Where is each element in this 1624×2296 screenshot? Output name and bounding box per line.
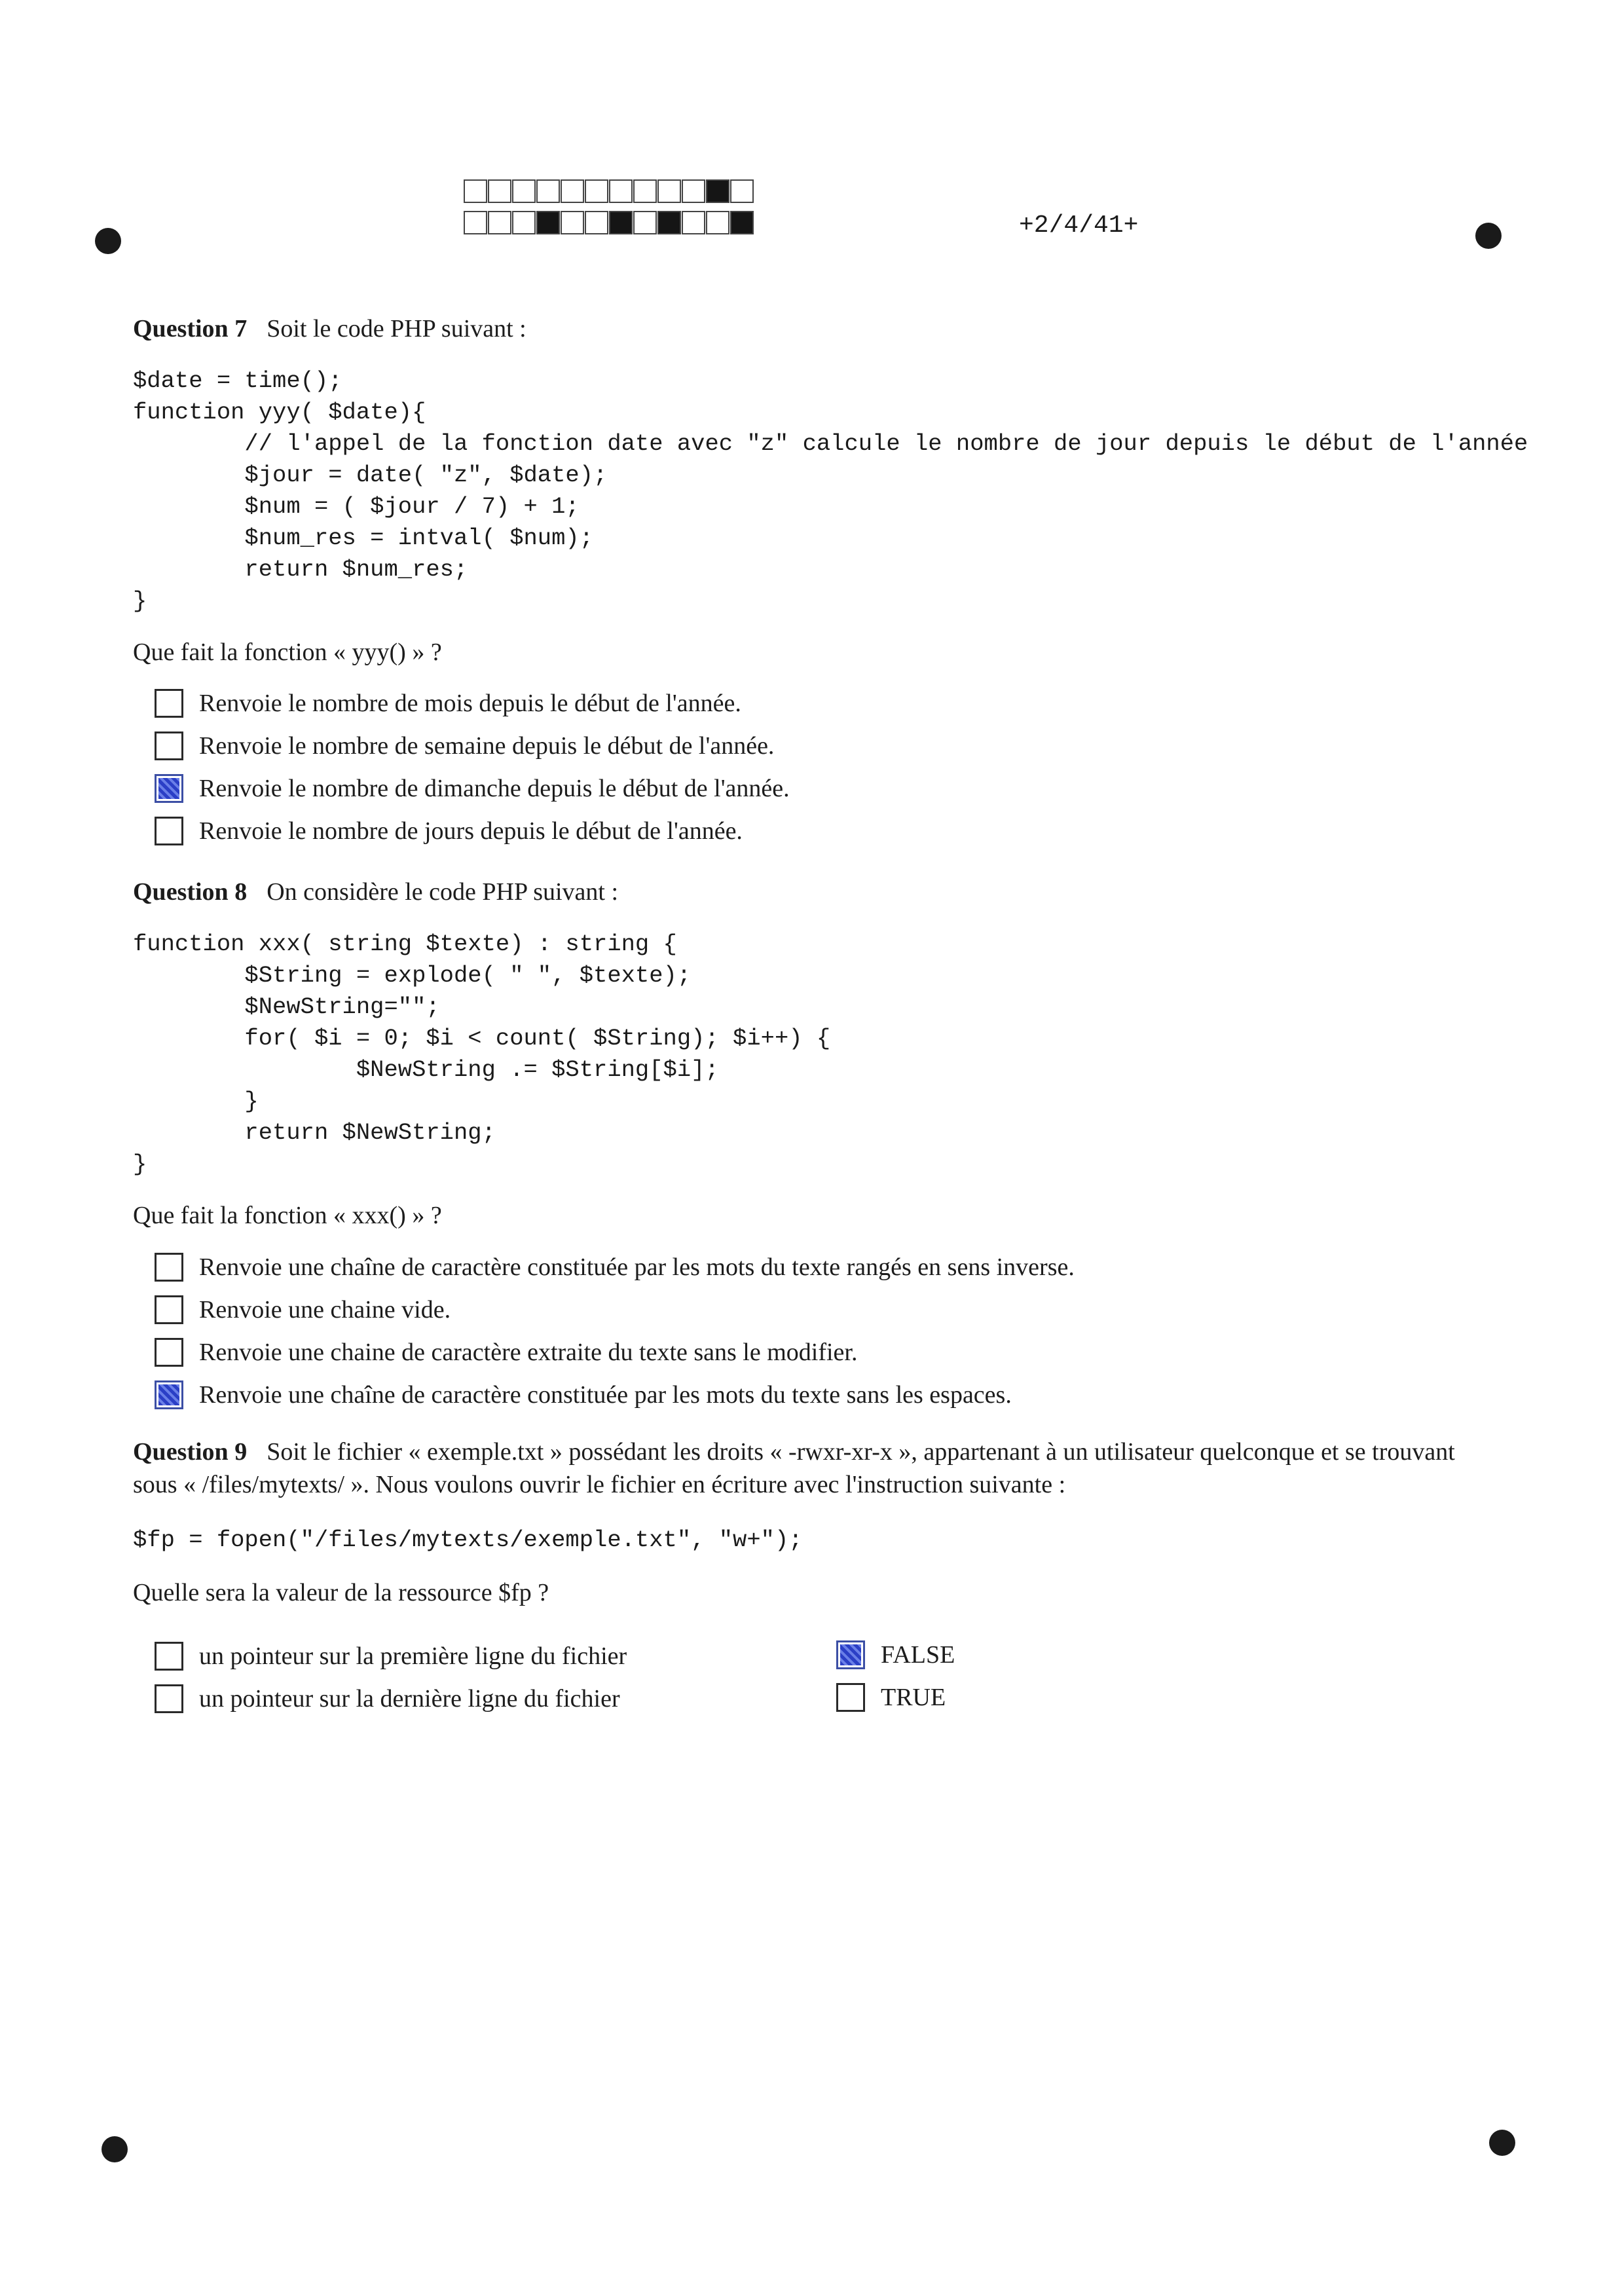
question-label: Question 8 — [133, 878, 248, 906]
question-7-question: Que fait la fonction « yyy() » ? — [133, 639, 442, 666]
answer-option[interactable] — [155, 724, 790, 767]
question-prompt: Soit le fichier « exemple.txt » possédant les droits « -rwxr-xr-x », appartenant à un utilisateur quelconque et se trouvant sous « /files/mytexts/ ». Nous voulons ouvrir le fichier en écriture avec l'instruction suivante : — [133, 1438, 1455, 1498]
barcode-cell — [682, 211, 705, 234]
barcode-cell — [633, 179, 657, 203]
answer-option-label: Renvoie une chaîne de caractère constituée par les mots du texte rangés en sens inverse. — [199, 1253, 1075, 1281]
answer-option-label: Renvoie le nombre de mois depuis le début de l'année. — [199, 689, 741, 717]
page-id: +2/4/41+ — [1019, 212, 1139, 240]
question-9-options-left — [155, 1635, 627, 1720]
barcode-cell — [657, 179, 681, 203]
question-8-code: function xxx( string $texte) : string { $String = explode( " ", $texte); $NewString=""; for( $i = 0; $i < count( $String); $i++) { $NewString .= $String[$i]; } return $NewString; } — [133, 931, 831, 1177]
question-8-heading — [133, 875, 618, 909]
checkbox[interactable] — [155, 817, 183, 845]
answer-option-label: FALSE — [881, 1640, 955, 1669]
answer-option-label: TRUE — [881, 1683, 946, 1711]
checkbox[interactable] — [155, 1642, 183, 1671]
answer-option[interactable] — [155, 809, 790, 852]
checkbox[interactable] — [155, 731, 183, 760]
barcode-cell — [730, 211, 754, 234]
barcode-cell — [536, 211, 560, 234]
answer-option[interactable] — [155, 1246, 1075, 1288]
question-9-heading — [133, 1435, 1482, 1501]
barcode-cell — [464, 179, 487, 203]
question-8-question: Que fait la fonction « xxx() » ? — [133, 1202, 442, 1229]
barcode-cell — [706, 179, 729, 203]
answer-option[interactable] — [155, 1288, 1075, 1331]
barcode-cell — [536, 179, 560, 203]
registration-mark-bottom-right — [1489, 2130, 1515, 2156]
answer-option[interactable] — [155, 1331, 1075, 1373]
answer-option-label: Renvoie le nombre de semaine depuis le début de l'année. — [199, 731, 775, 760]
answer-option-label: Renvoie une chaîne de caractère constituée par les mots du texte sans les espaces. — [199, 1380, 1012, 1409]
answer-option-label: Renvoie une chaine vide. — [199, 1295, 451, 1324]
checkbox[interactable] — [155, 689, 183, 718]
barcode-cell — [585, 211, 608, 234]
answer-option[interactable] — [155, 682, 790, 724]
answer-option[interactable] — [155, 1677, 627, 1720]
page-barcode-bottom — [464, 211, 754, 237]
checkbox-checked[interactable] — [155, 774, 183, 803]
answer-option[interactable] — [155, 1373, 1075, 1416]
question-9-options-right — [836, 1633, 955, 1718]
registration-mark-bottom-left — [101, 2136, 128, 2162]
checkbox[interactable] — [155, 1295, 183, 1324]
barcode-cell — [657, 211, 681, 234]
checkbox[interactable] — [155, 1338, 183, 1367]
answer-option-label: un pointeur sur la première ligne du fichier — [199, 1642, 627, 1670]
barcode-cell — [609, 179, 633, 203]
question-prompt: On considère le code PHP suivant : — [267, 878, 619, 906]
answer-option-label: Renvoie une chaine de caractère extraite du texte sans le modifier. — [199, 1338, 858, 1366]
question-prompt: Soit le code PHP suivant : — [267, 315, 526, 343]
question-9-question: Quelle sera la valeur de la ressource $fp ? — [133, 1579, 549, 1606]
barcode-cell — [561, 211, 584, 234]
checkbox-checked[interactable] — [155, 1380, 183, 1409]
question-label: Question 9 — [133, 1438, 248, 1466]
answer-option-label: un pointeur sur la dernière ligne du fichier — [199, 1684, 620, 1713]
barcode-cell — [730, 179, 754, 203]
barcode-cell — [682, 179, 705, 203]
barcode-cell — [512, 179, 536, 203]
barcode-cell — [561, 179, 584, 203]
checkbox[interactable] — [155, 1684, 183, 1713]
question-8-options — [155, 1246, 1075, 1416]
barcode-cell — [633, 211, 657, 234]
answer-option-label: Renvoie le nombre de dimanche depuis le début de l'année. — [199, 774, 790, 802]
question-7-options — [155, 682, 790, 852]
barcode-cell — [706, 211, 729, 234]
barcode-cell — [464, 211, 487, 234]
checkbox-checked[interactable] — [836, 1640, 865, 1669]
question-7-heading — [133, 312, 526, 346]
question-label: Question 7 — [133, 315, 248, 343]
answer-option[interactable] — [155, 767, 790, 809]
answer-option[interactable] — [836, 1676, 955, 1718]
question-9-code: $fp = fopen("/files/mytexts/exemple.txt", "w+"); — [133, 1527, 803, 1553]
page-barcode-top — [464, 179, 754, 206]
question-7-code: $date = time(); function yyy( $date){ // l'appel de la fonction date avec "z" calcule le nombre de jour depuis le début de l'année $jour = date( "z", $date); $num = ( $jour / 7) + 1; $num_res = intval( $num); return $num_res; } — [133, 367, 1528, 614]
registration-mark-top-right — [1475, 223, 1502, 249]
answer-option[interactable] — [836, 1633, 955, 1676]
checkbox[interactable] — [155, 1253, 183, 1282]
barcode-cell — [585, 179, 608, 203]
checkbox[interactable] — [836, 1683, 865, 1712]
barcode-cell — [488, 179, 511, 203]
barcode-cell — [512, 211, 536, 234]
barcode-cell — [488, 211, 511, 234]
barcode-cell — [609, 211, 633, 234]
answer-option-label: Renvoie le nombre de jours depuis le début de l'année. — [199, 817, 743, 845]
registration-mark-top-left — [95, 228, 121, 254]
answer-option[interactable] — [155, 1635, 627, 1677]
